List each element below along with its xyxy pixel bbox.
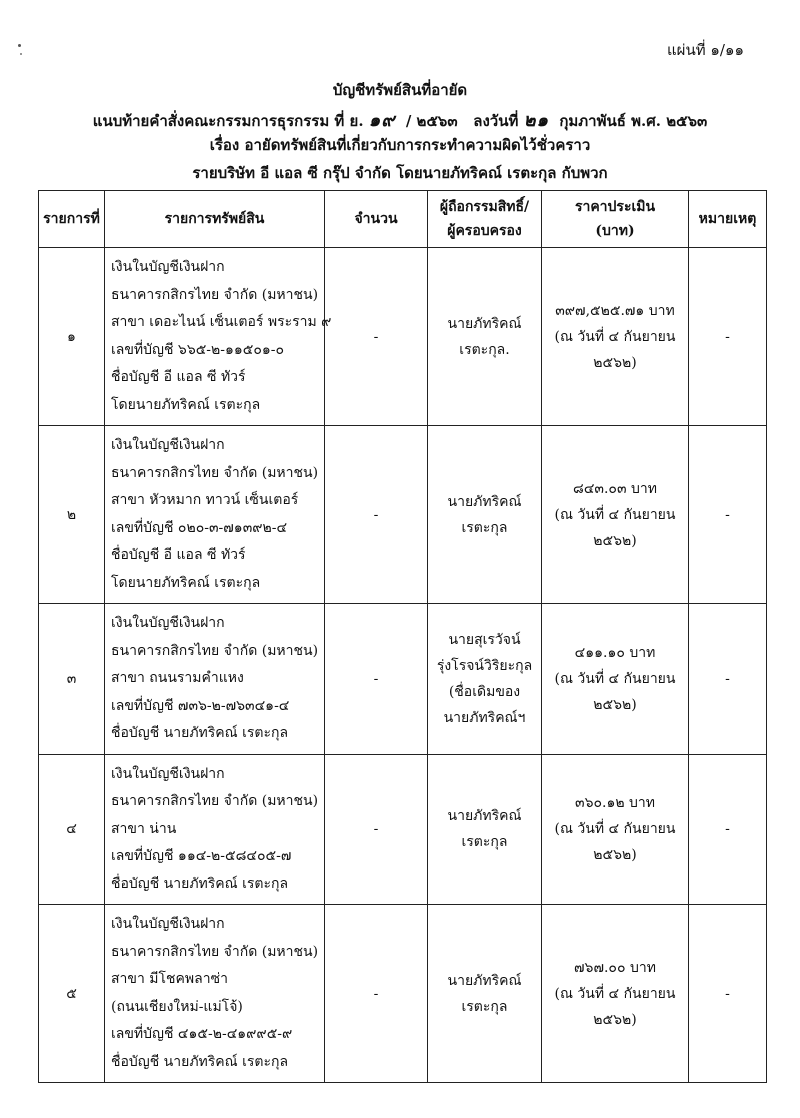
- asset-description: [105, 604, 325, 755]
- asset-description-line: เงินในบัญชีเงินฝาก: [111, 916, 225, 932]
- appraised-price-cell: [542, 248, 689, 426]
- asset-description: [105, 905, 325, 1083]
- appraised-price-cell-line: ๒๕๖๒): [593, 847, 637, 864]
- appraised-price-cell-line: (ณ วันที่ ๔ กันยายน: [554, 985, 676, 1002]
- note-cell: -: [689, 905, 767, 1083]
- asset-description-line: ชื่อบัญชี นายภัทริคณ์ เรตะกุล: [111, 725, 289, 741]
- asset-description-line: เงินในบัญชีเงินฝาก: [111, 765, 225, 782]
- col-header-note: หมายเหตุ: [689, 191, 767, 248]
- owner-cell-line: รุ่งโรจน์วิริยะกุล: [436, 657, 533, 674]
- appraised-price-cell-line: ๒๕๖๒): [593, 354, 637, 371]
- note-cell: -: [689, 426, 767, 604]
- owner-cell-line: เรตะกุล: [461, 834, 508, 851]
- owner-cell-line: นายสุเรวัจน์: [448, 631, 521, 648]
- col-header-qty: จำนวน: [325, 191, 428, 248]
- asset-description-line: เงินในบัญชีเงินฝาก: [111, 259, 225, 275]
- order-number: ๑๙: [368, 110, 396, 131]
- asset-description-line: เลขที่บัญชี ๔๑๕-๒-๔๑๙๙๕-๙: [111, 1026, 293, 1042]
- asset-description-line: ชื่อบัญชี อี แอล ซี ทัวร์: [111, 547, 246, 563]
- col-header-price-line1: ราคาประเมิน: [574, 199, 656, 215]
- row-number: ๔: [39, 754, 105, 905]
- col-header-no: รายการที่: [39, 191, 105, 248]
- col-header-owner-line1: ผู้ถือกรรมสิทธิ์/: [439, 199, 530, 215]
- quantity-cell: -: [325, 426, 428, 604]
- table-row: [39, 426, 767, 604]
- col-header-owner: [428, 191, 542, 248]
- order-reference: [0, 105, 800, 134]
- asset-description-line: สาขา ถนนรามคำแหง: [111, 670, 244, 686]
- appraised-price-cell-line: ๓๖๐.๑๒ บาท: [575, 795, 655, 812]
- quantity-cell: -: [325, 248, 428, 426]
- appraised-price-cell: [542, 604, 689, 755]
- owner-cell: [428, 754, 542, 905]
- table-row: [39, 604, 767, 755]
- col-header-price-line2: (บาท): [595, 223, 635, 239]
- quantity-cell: -: [325, 905, 428, 1083]
- appraised-price-cell-line: (ณ วันที่ ๔ กันยายน: [554, 506, 676, 523]
- asset-description-line: (ถนนเชียงใหม่-แม่โจ้): [111, 998, 243, 1015]
- asset-description-line: ชื่อบัญชี นายภัทริคณ์ เรตะกุล: [111, 875, 289, 892]
- appraised-price-cell-line: ๘๔๓.๐๓ บาท: [573, 480, 657, 497]
- asset-description-line: สาขา หัวหมาก ทาวน์ เซ็นเตอร์: [111, 492, 299, 508]
- asset-table: [38, 190, 767, 1083]
- col-header-price: [542, 191, 689, 248]
- table-row: [39, 248, 767, 426]
- asset-description-line: ธนาคารกสิกรไทย จำกัด (มหาชน): [111, 642, 319, 659]
- asset-description-line: เลขที่บัญชี ๐๒๐-๓-๗๑๓๙๒-๔: [111, 519, 288, 536]
- appraised-price-cell: [542, 754, 689, 905]
- appraised-price-cell-line: ๒๕๖๒): [593, 696, 637, 713]
- asset-description-line: ธนาคารกสิกรไทย จำกัด (มหาชน): [111, 286, 319, 303]
- owner-cell-line: (ชื่อเดิมของ: [448, 683, 521, 700]
- appraised-price-cell-line: ๗๖๗.๐๐ บาท: [574, 959, 656, 976]
- quantity-cell: -: [325, 604, 428, 755]
- asset-description-line: เลขที่บัญชี ๖๖๕-๒-๑๑๕๐๑-๐: [111, 341, 285, 358]
- owner-cell-line: นายภัทริคณ์ฯ: [443, 709, 526, 726]
- note-cell: -: [689, 248, 767, 426]
- table-header-row: [39, 191, 767, 248]
- asset-description: [105, 754, 325, 905]
- owner-cell-line: นายภัทริคณ์: [447, 808, 522, 825]
- table-row: [39, 754, 767, 905]
- date-rest: กุมภาพันธ์ พ.ศ. ๒๕๖๓: [559, 112, 708, 130]
- owner-cell-line: นายภัทริคณ์: [447, 972, 522, 989]
- owner-cell-line: เรตะกุล: [461, 998, 508, 1015]
- appraised-price-cell-line: (ณ วันที่ ๔ กันยายน: [554, 670, 676, 687]
- date-prefix: ลงวันที่: [473, 112, 519, 130]
- asset-description-line: เงินในบัญชีเงินฝาก: [111, 437, 225, 453]
- asset-description-line: ธนาคารกสิกรไทย จำกัด (มหาชน): [111, 793, 319, 809]
- appraised-price-cell-line: ๒๕๖๒): [593, 532, 637, 549]
- appraised-price-cell: [542, 426, 689, 604]
- asset-description-line: เงินในบัญชีเงินฝาก: [111, 615, 225, 631]
- row-number: ๑: [39, 248, 105, 426]
- appraised-price-cell-line: ๔๑๑.๑๐ บาท: [574, 644, 656, 661]
- row-number: ๓: [39, 604, 105, 755]
- asset-description: [105, 248, 332, 426]
- owner-cell-line: นายภัทริคณ์: [447, 493, 522, 510]
- row-number: ๕: [39, 905, 105, 1083]
- asset-description-line: ชื่อบัญชี นายภัทริคณ์ เรตะกุล: [111, 1053, 289, 1070]
- appraised-price-cell-line: (ณ วันที่ ๔ กันยายน: [554, 328, 676, 345]
- document-subject: เรื่อง อายัดทรัพย์สินที่เกี่ยวกับการกระทำความผิดไว้ชั่วคราว: [209, 136, 591, 154]
- asset-description-line: สาขา น่าน: [111, 820, 177, 837]
- document-title: บัญชีทรัพย์สินที่อายัด: [332, 81, 468, 99]
- page-number: แผ่นที่ ๑/๑๑: [667, 41, 744, 59]
- asset-description-line: โดยนายภัทริคณ์ เรตะกุล: [111, 574, 261, 591]
- note-cell: -: [689, 754, 767, 905]
- asset-description-line: ธนาคารกสิกรไทย จำกัด (มหาชน): [111, 943, 319, 960]
- owner-cell: [428, 604, 542, 755]
- appraised-price-cell: [542, 905, 689, 1083]
- col-header-asset: รายการทรัพย์สิน: [105, 191, 325, 248]
- table-row: [39, 905, 767, 1083]
- asset-description-line: สาขา เดอะไนน์ เซ็นเตอร์ พระราม ๙: [111, 314, 332, 330]
- owner-cell-line: เรตะกุล.: [459, 341, 510, 358]
- asset-description: [105, 426, 325, 604]
- owner-cell-line: เรตะกุล: [461, 519, 508, 536]
- asset-description-line: เลขที่บัญชี ๗๓๖-๒-๗๖๓๔๑-๔: [111, 697, 290, 714]
- appraised-price-cell-line: (ณ วันที่ ๔ กันยายน: [554, 821, 676, 838]
- owner-cell: [428, 248, 542, 426]
- row-number: ๒: [39, 426, 105, 604]
- owner-cell: [428, 426, 542, 604]
- company-line: รายบริษัท อี แอล ซี กรุ๊ป จำกัด โดยนายภัทริคณ์ เรตะกุล กับพวก: [192, 164, 608, 182]
- date-day: ๒๑: [523, 110, 549, 131]
- asset-description-line: สาขา มีโชคพลาซ่า: [111, 971, 228, 987]
- scan-speck: [18, 44, 21, 47]
- appraised-price-cell-line: ๒๕๖๒): [593, 1011, 637, 1028]
- asset-description-line: ชื่อบัญชี อี แอล ซี ทัวร์: [111, 369, 246, 385]
- asset-description-line: เลขที่บัญชี ๑๑๔-๒-๕๘๔๐๕-๗: [111, 848, 292, 864]
- asset-description-line: โดยนายภัทริคณ์ เรตะกุล: [111, 396, 261, 413]
- scan-speck: [20, 53, 22, 55]
- col-header-owner-line2: ผู้ครอบครอง: [447, 223, 522, 239]
- quantity-cell: -: [325, 754, 428, 905]
- note-cell: -: [689, 604, 767, 755]
- asset-description-line: ธนาคารกสิกรไทย จำกัด (มหาชน): [111, 464, 319, 481]
- order-year: / ๒๕๖๓: [405, 112, 458, 130]
- order-prefix: แนบท้ายคำสั่งคณะกรรมการธุรกรรม ที่ ย.: [92, 112, 364, 130]
- owner-cell: [428, 905, 542, 1083]
- owner-cell-line: นายภัทริคณ์: [447, 315, 522, 332]
- appraised-price-cell-line: ๓๙๗,๕๒๕.๗๑ บาท: [555, 302, 675, 319]
